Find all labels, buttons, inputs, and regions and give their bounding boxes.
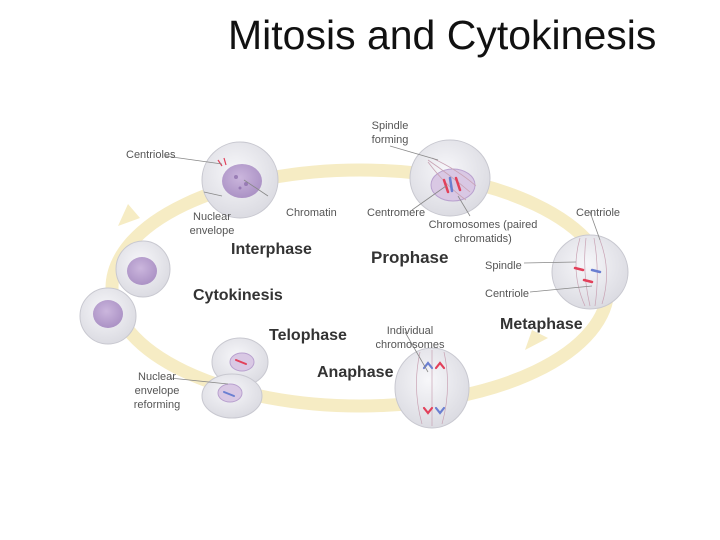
prophase-cell	[410, 140, 490, 216]
label-individual-chromosomes: Individual	[386, 325, 434, 337]
phase-interphase: Interphase	[231, 241, 312, 258]
label-chromosomes-2: chromatids)	[454, 233, 512, 245]
label-centromere: Centromere	[367, 207, 426, 219]
label-centriole-top: Centriole	[576, 207, 621, 219]
label-centrioles: Centrioles	[126, 149, 176, 161]
metaphase-cell	[552, 235, 628, 309]
phase-metaphase: Metaphase	[500, 316, 583, 333]
label-nuclear-envelope-2: envelope	[189, 225, 235, 237]
label-nuclear-reform-2: envelope	[134, 385, 180, 397]
arrowhead-right	[525, 330, 548, 350]
phase-cytokinesis: Cytokinesis	[193, 287, 283, 304]
label-spindle-forming-2: forming	[371, 134, 409, 146]
interphase-cell	[202, 142, 278, 218]
label-spindle: Spindle	[485, 260, 522, 272]
anaphase-cell	[395, 348, 469, 428]
page-title: Mitosis and Cytokinesis	[228, 12, 657, 58]
label-spindle-forming: Spindle	[371, 120, 409, 132]
phase-telophase: Telophase	[269, 327, 347, 344]
arrowhead-left	[118, 204, 140, 226]
phase-prophase: Prophase	[371, 248, 449, 267]
label-chromatin: Chromatin	[286, 207, 337, 219]
phase-anaphase: Anaphase	[317, 364, 394, 381]
daughter-cell-upper	[116, 241, 170, 297]
label-individual-chromosomes-2: chromosomes	[375, 339, 445, 351]
daughter-cell-lower	[80, 288, 136, 344]
label-chromosomes: Chromosomes (paired	[428, 219, 538, 231]
label-nuclear-reform-3: reforming	[133, 399, 181, 411]
label-centriole-mid: Centriole	[485, 288, 530, 300]
label-nuclear-reform: Nuclear	[138, 371, 176, 383]
label-nuclear-envelope: Nuclear	[193, 211, 231, 223]
